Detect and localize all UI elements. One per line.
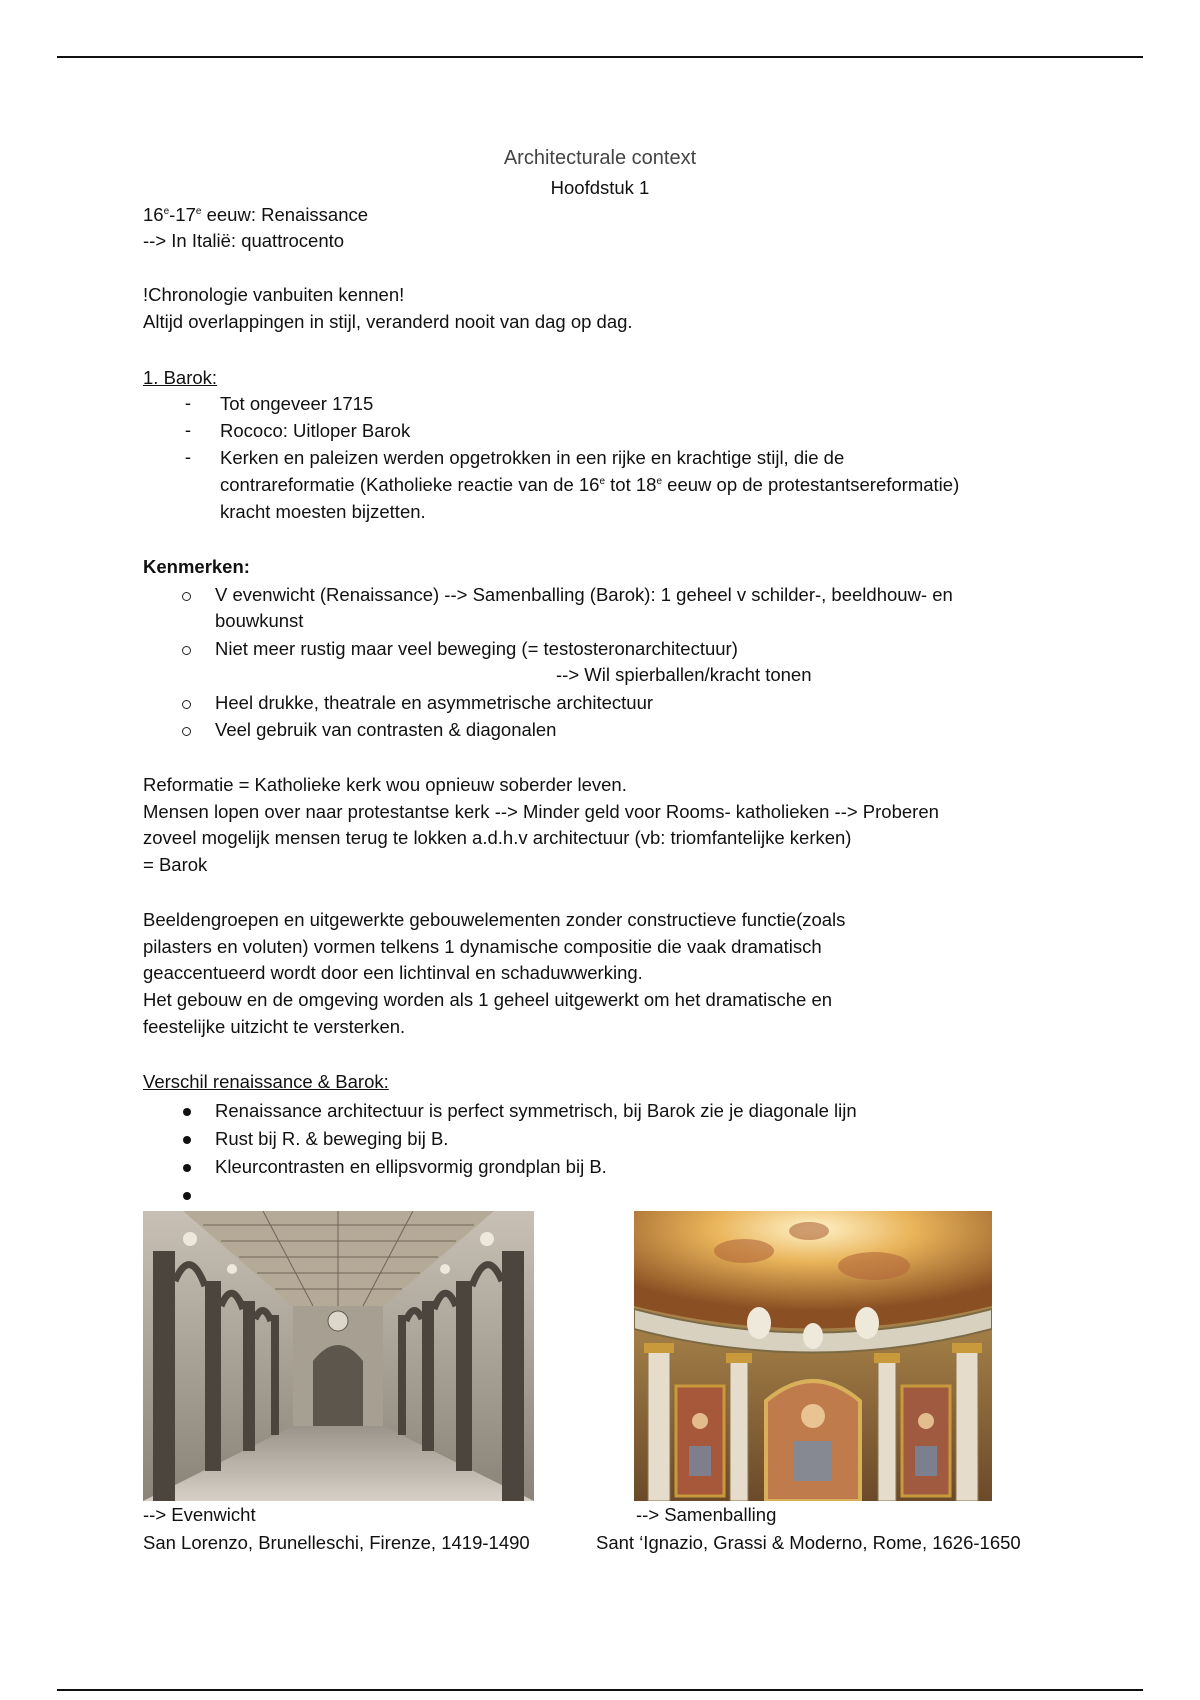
circle-bullet xyxy=(182,646,191,655)
caption-right-arrow: --> Samenballing xyxy=(636,1504,777,1525)
section-heading-kenmerken: Kenmerken: xyxy=(143,556,250,577)
paragraph-line: Reformatie = Katholieke kerk wou opnieuw soberder leven. xyxy=(143,774,627,795)
list-item: Niet meer rustig maar veel beweging (= testosteronarchitectuur) xyxy=(215,638,738,659)
san-lorenzo-photo xyxy=(143,1211,534,1501)
paragraph-line: geaccentueerd wordt door een lichtinval en schaduwwerking. xyxy=(143,962,643,983)
list-item: Tot ongeveer 1715 xyxy=(220,393,374,414)
list-item: Kleurcontrasten en ellipsvormig grondplan bij B. xyxy=(215,1156,607,1177)
dash-bullet: - xyxy=(184,392,192,413)
disc-bullet xyxy=(183,1164,191,1172)
top-rule xyxy=(57,56,1143,58)
list-item-continuation: contrareformatie (Katholieke reactie van de 16e tot 18e eeuw op de protestantsereformatie) xyxy=(220,474,960,495)
note-overlap: Altijd overlappingen in stijl, veranderd nooit van dag op dag. xyxy=(143,311,633,332)
dash-bullet: - xyxy=(184,419,192,440)
paragraph-line: = Barok xyxy=(143,854,208,875)
dash-bullet: - xyxy=(184,446,192,467)
list-item: Rococo: Uitloper Barok xyxy=(220,420,411,441)
sant-ignazio-photo xyxy=(634,1211,992,1501)
paragraph-line: zoveel mogelijk mensen terug te lokken a.d.h.v architectuur (vb: triomfantelijke kerken) xyxy=(143,827,852,848)
caption-right-description: Sant ‘Ignazio, Grassi & Moderno, Rome, 1626-1650 xyxy=(596,1532,1021,1553)
section-heading-barok: 1. Barok: xyxy=(143,367,218,388)
document-title: Architecturale context xyxy=(503,147,697,169)
paragraph-line: feestelijke uitzicht te versterken. xyxy=(143,1016,406,1037)
circle-bullet xyxy=(182,592,191,601)
paragraph-line: Beeldengroepen en uitgewerkte gebouwelementen zonder constructieve functie(zoals xyxy=(143,909,846,930)
list-item: Rust bij R. & beweging bij B. xyxy=(215,1128,449,1149)
bottom-rule xyxy=(57,1689,1143,1691)
list-item: Veel gebruik van contrasten & diagonalen xyxy=(215,719,557,740)
chapter-subtitle: Hoofdstuk 1 xyxy=(550,177,650,198)
list-item: Kerken en paleizen werden opgetrokken in een rijke en krachtige stijl, die de xyxy=(220,447,845,468)
caption-left-arrow: --> Evenwicht xyxy=(143,1504,256,1525)
list-item: Heel drukke, theatrale en asymmetrische architectuur xyxy=(215,692,654,713)
disc-bullet xyxy=(183,1136,191,1144)
caption-left-description: San Lorenzo, Brunelleschi, Firenze, 1419-1490 xyxy=(143,1532,530,1553)
list-item-continuation: bouwkunst xyxy=(215,610,304,631)
disc-bullet xyxy=(183,1108,191,1116)
circle-bullet xyxy=(182,727,191,736)
paragraph-line: Het gebouw en de omgeving worden als 1 geheel uitgewerkt om het dramatische en xyxy=(143,989,833,1010)
paragraph-line: Mensen lopen over naar protestantse kerk --> Minder geld voor Rooms- katholieken --> Proberen xyxy=(143,801,939,822)
note-chronology: !Chronologie vanbuiten kennen! xyxy=(143,284,405,305)
disc-bullet xyxy=(183,1192,191,1200)
list-item-continuation: --> Wil spierballen/kracht tonen xyxy=(556,664,812,685)
circle-bullet xyxy=(182,700,191,709)
list-item-continuation: kracht moesten bijzetten. xyxy=(220,501,426,522)
period-line: 16e-17e eeuw: Renaissance xyxy=(143,204,369,225)
list-item: V evenwicht (Renaissance) --> Samenballing (Barok): 1 geheel v schilder-, beeldhouw- en xyxy=(215,584,953,605)
section-heading-verschil: Verschil renaissance & Barok: xyxy=(143,1071,389,1092)
list-item: Renaissance architectuur is perfect symmetrisch, bij Barok zie je diagonale lijn xyxy=(215,1100,857,1121)
paragraph-line: pilasters en voluten) vormen telkens 1 dynamische compositie die vaak dramatisch xyxy=(143,936,822,957)
italy-line: --> In Italië: quattrocento xyxy=(143,230,345,251)
